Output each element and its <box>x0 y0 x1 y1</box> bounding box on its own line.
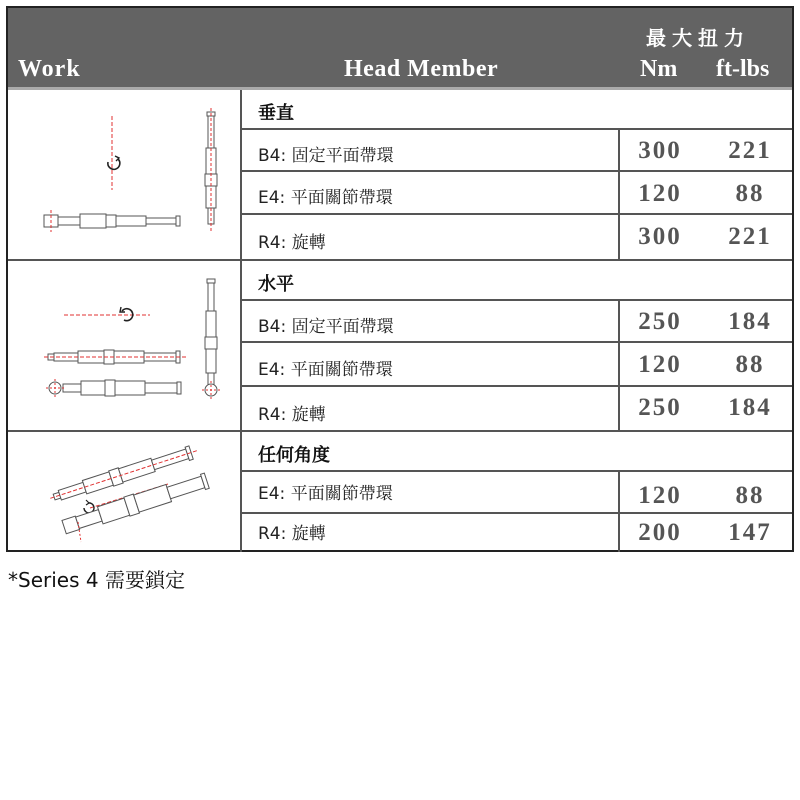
nm-value: 300 <box>638 137 682 164</box>
member-label: B4: 固定平面帶環 <box>258 317 394 337</box>
category-header <box>242 90 792 130</box>
table-row <box>242 215 792 259</box>
footnote: *Series 4 需要鎖定 <box>8 568 185 592</box>
nm-value: 120 <box>638 351 682 378</box>
ftlbs-value: 184 <box>728 394 772 421</box>
nm-value: 120 <box>638 180 682 207</box>
category-header <box>242 261 792 301</box>
section-right <box>242 432 792 552</box>
ftlbs-value: 221 <box>728 223 772 250</box>
category-label: 任何角度 <box>258 445 330 466</box>
member-label: E4: 平面關節帶環 <box>258 484 393 504</box>
table-row <box>242 387 792 430</box>
ftlbs-value: 88 <box>735 351 765 378</box>
nm-value: 300 <box>638 223 682 250</box>
category-label: 水平 <box>258 274 294 295</box>
table-row <box>242 343 792 387</box>
member-label: R4: 旋轉 <box>258 405 326 425</box>
section-vertical <box>8 90 792 261</box>
nm-value: 250 <box>638 394 682 421</box>
category-label: 垂直 <box>258 103 294 124</box>
ftlbs-value: 221 <box>728 137 772 164</box>
work-illustration-any-angle <box>8 432 242 552</box>
vertical-wrench-icon <box>8 90 242 259</box>
section-right <box>242 90 792 259</box>
table-row <box>242 514 792 552</box>
table-row <box>242 172 792 215</box>
category-header <box>242 432 792 472</box>
header-work: Work <box>18 56 81 82</box>
section-right <box>242 261 792 430</box>
section-horizontal <box>8 261 792 432</box>
ftlbs-value: 147 <box>728 519 772 546</box>
ftlbs-value: 88 <box>735 180 765 207</box>
member-label: E4: 平面關節帶環 <box>258 188 393 208</box>
header-head-member: Head Member <box>344 56 499 82</box>
nm-value: 120 <box>638 482 682 509</box>
torque-table <box>6 6 794 552</box>
table-row <box>242 472 792 514</box>
table-row <box>242 301 792 343</box>
header-max-torque: 最大扭力 <box>646 26 750 50</box>
ftlbs-value: 88 <box>735 482 765 509</box>
section-any-angle <box>8 432 792 552</box>
angled-wrench-icon <box>8 432 242 552</box>
member-label: E4: 平面關節帶環 <box>258 360 393 380</box>
ftlbs-value: 184 <box>728 308 772 335</box>
nm-value: 250 <box>638 308 682 335</box>
table-row <box>242 130 792 172</box>
nm-value: 200 <box>638 519 682 546</box>
table-header <box>8 8 792 90</box>
header-nm: Nm <box>640 56 678 82</box>
work-illustration-horizontal <box>8 261 242 430</box>
header-ftlbs: ft-lbs <box>716 56 770 82</box>
member-label: B4: 固定平面帶環 <box>258 146 394 166</box>
member-label: R4: 旋轉 <box>258 233 326 253</box>
work-illustration-vertical <box>8 90 242 259</box>
member-label: R4: 旋轉 <box>258 524 326 544</box>
horizontal-wrench-icon <box>8 261 242 430</box>
